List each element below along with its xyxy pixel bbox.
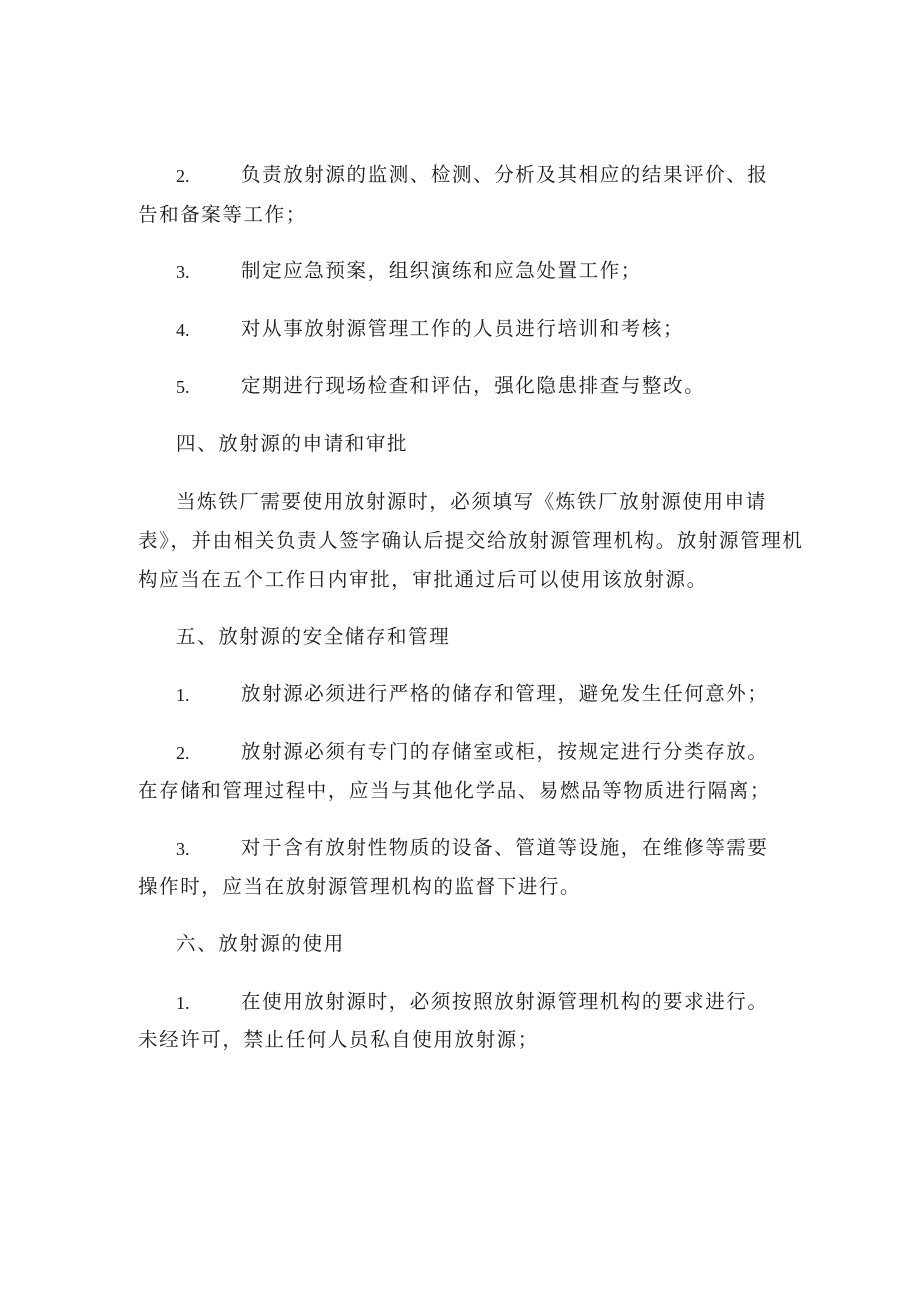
- item-number: 2.: [176, 166, 190, 186]
- item-number: 1.: [176, 685, 190, 705]
- item-number: 3.: [176, 839, 190, 859]
- item-text: 放射源必须进行严格的储存和管理，避免发生任何意外；: [241, 682, 769, 705]
- item-number: 1.: [176, 993, 190, 1013]
- item-number: 2.: [176, 743, 190, 763]
- item-text: 放射源必须有专门的存储室或柜，按规定进行分类存放。: [241, 740, 769, 763]
- paragraph-line: 当炼铁厂需要使用放射源时，必须填写《炼铁厂放射源使用申请: [176, 490, 767, 513]
- item-text-continuation: 在存储和管理过程中，应当与其他化学品、易燃品等物质进行隔离；: [138, 779, 772, 802]
- item-number: 4.: [176, 320, 190, 340]
- section-heading: 六、放射源的使用: [176, 932, 345, 955]
- item-text: 对于含有放射性物质的设备、管道等设施，在维修等需要: [241, 836, 769, 859]
- item-text-continuation: 未经许可，禁止任何人员私自使用放射源；: [138, 1028, 539, 1051]
- item-number: 5.: [176, 377, 190, 397]
- item-text: 制定应急预案，组织演练和应急处置工作；: [241, 259, 642, 282]
- item-text: 负责放射源的监测、检测、分析及其相应的结果评价、报: [241, 163, 769, 186]
- paragraph-line: 构应当在五个工作日内审批，审批通过后可以使用该放射源。: [138, 568, 708, 591]
- section-heading: 四、放射源的申请和审批: [176, 432, 409, 455]
- item-text: 对从事放射源管理工作的人员进行培训和考核；: [241, 317, 685, 340]
- item-text: 在使用放射源时，必须按照放射源管理机构的要求进行。: [241, 990, 769, 1013]
- item-number: 3.: [176, 262, 190, 282]
- section-heading: 五、放射源的安全储存和管理: [176, 625, 451, 648]
- paragraph-line: 表》，并由相关负责人签字确认后提交给放射源管理机构。放射源管理机: [138, 529, 804, 552]
- item-text: 定期进行现场检查和评估，强化隐患排查与整改。: [241, 374, 706, 397]
- item-text-continuation: 操作时，应当在放射源管理机构的监督下进行。: [138, 875, 582, 898]
- item-text-continuation: 告和备案等工作；: [138, 203, 307, 226]
